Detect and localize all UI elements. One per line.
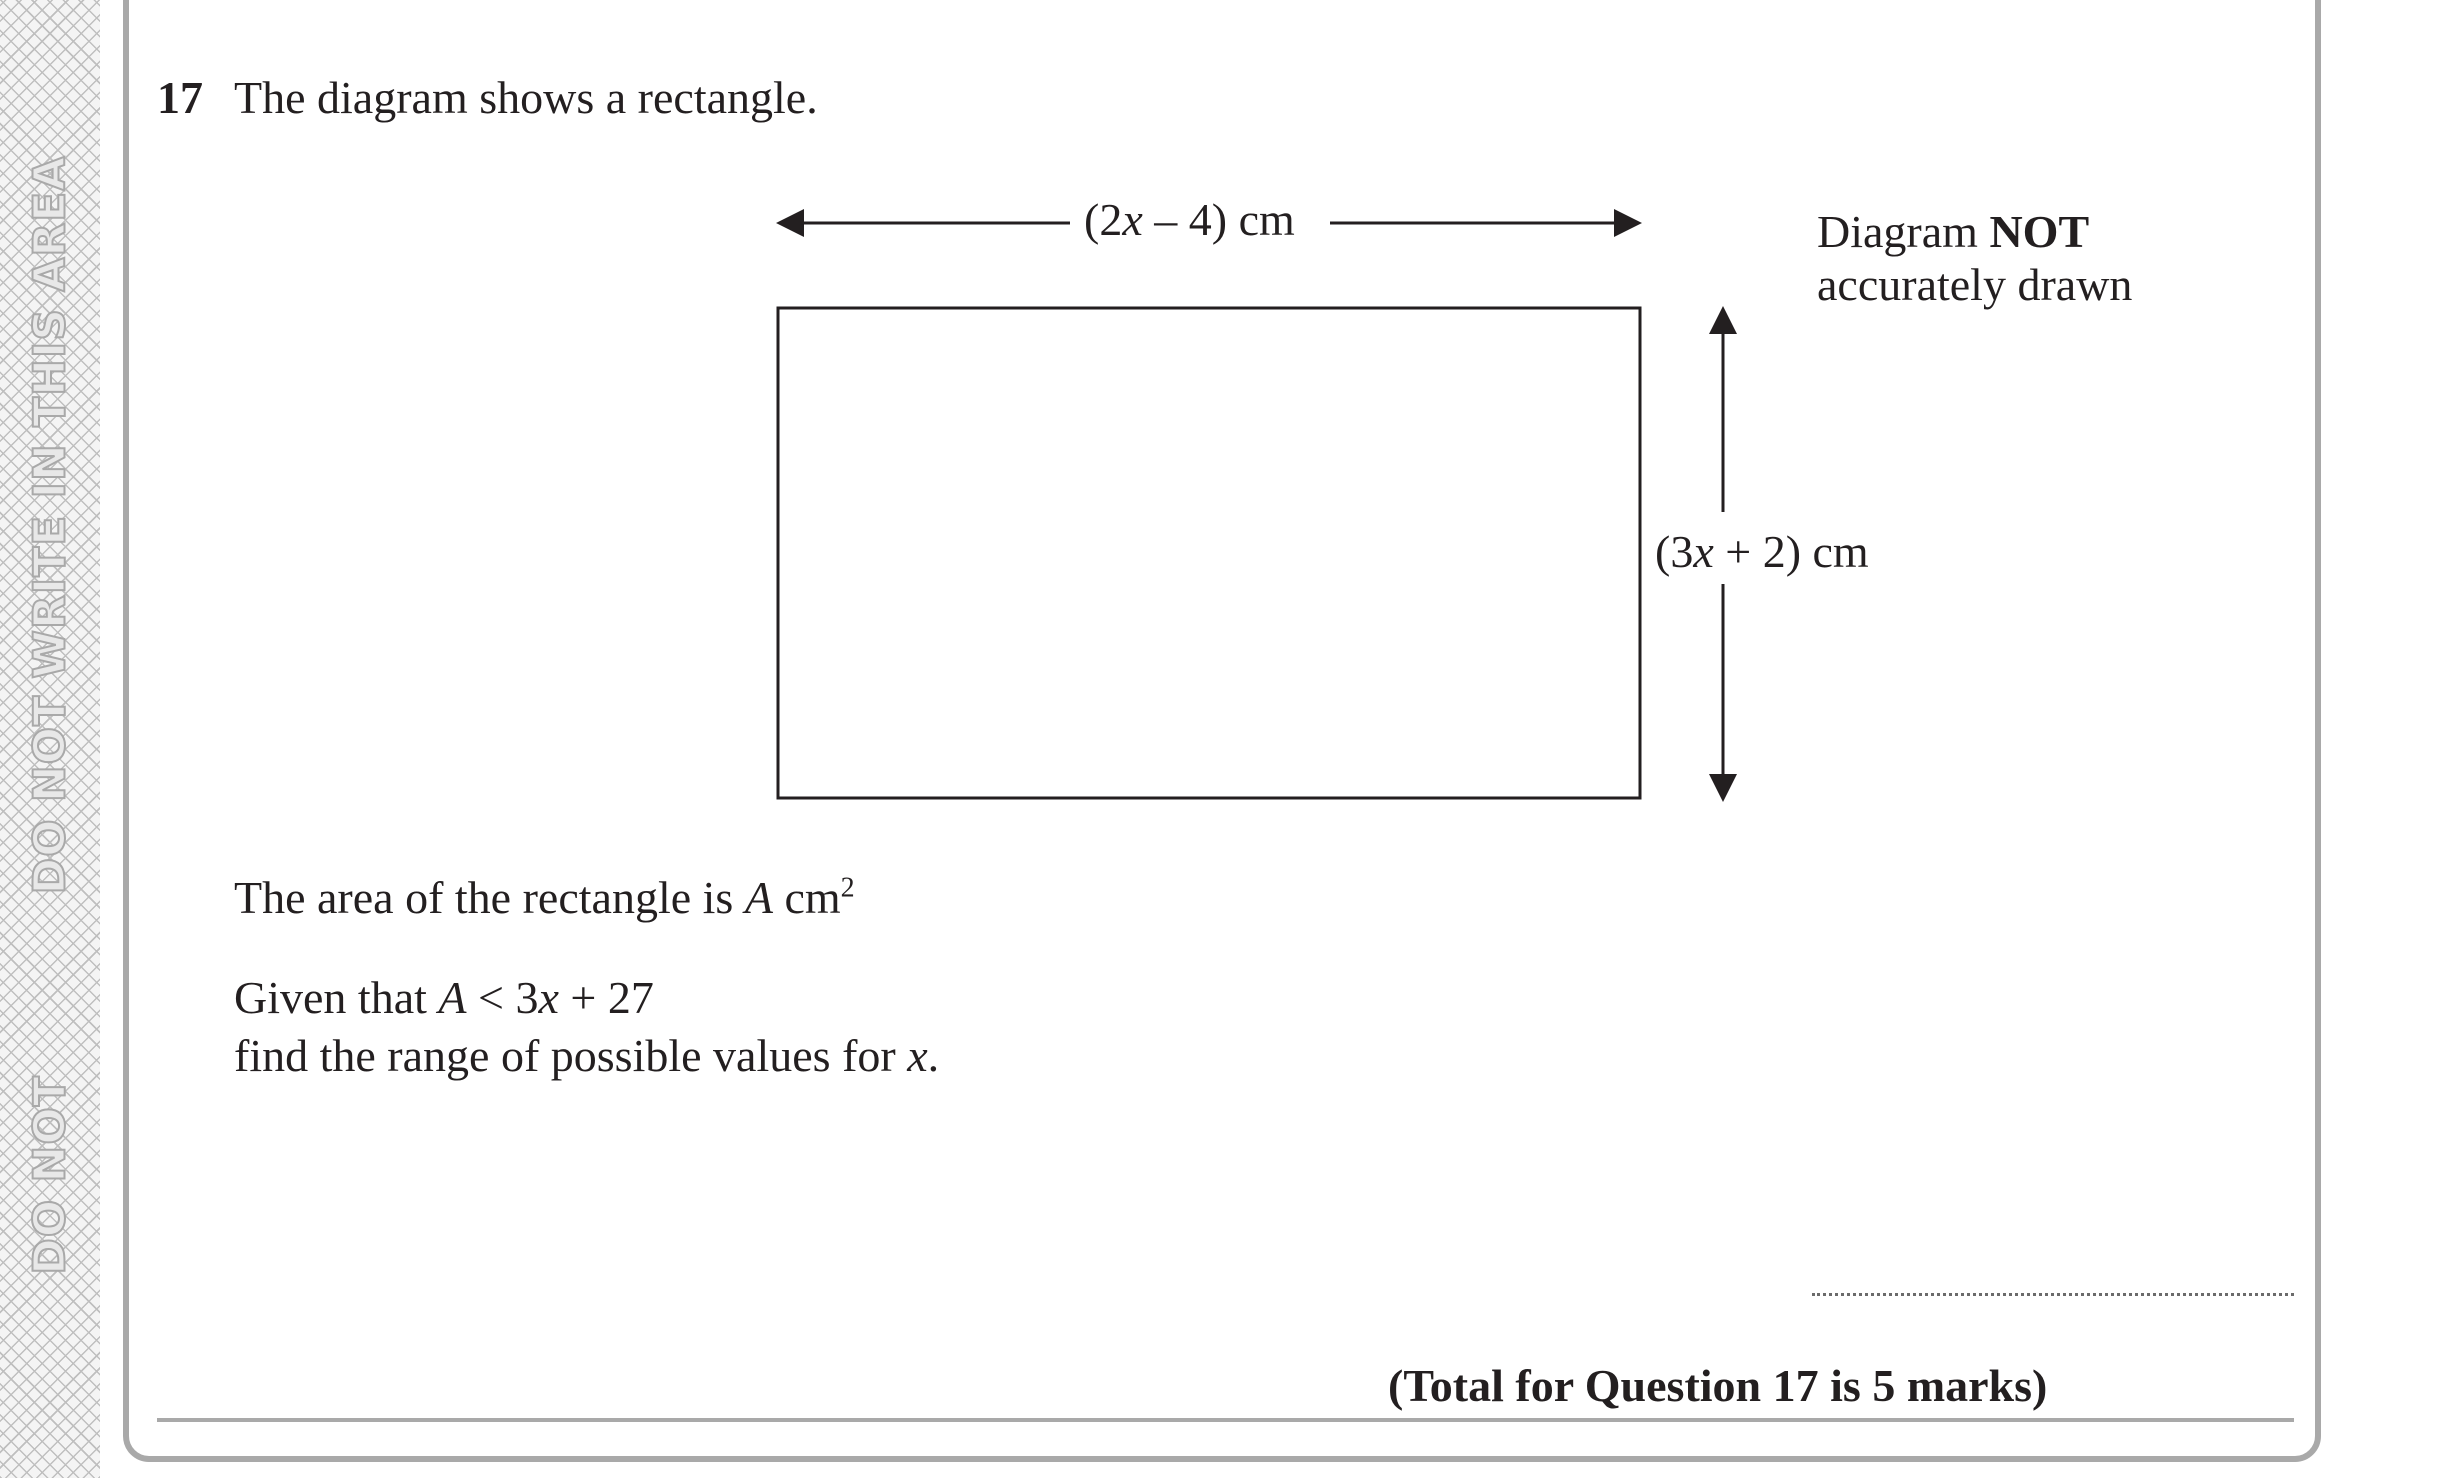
do-not-write-warning: DO NOT WRITE IN THIS AREA <box>24 155 76 895</box>
arrowhead-left-icon <box>776 209 804 237</box>
height-label: (3x + 2) cm <box>1655 526 1869 577</box>
rectangle-shape <box>778 308 1640 798</box>
bottom-rule <box>157 1418 2294 1422</box>
width-label: (2x – 4) cm <box>1084 194 1295 245</box>
area-statement: The area of the rectangle is A $cm^2$ <box>234 872 855 923</box>
question-number: 17 <box>157 72 203 123</box>
find-statement: find the range of possible values for x. <box>234 1030 940 1081</box>
arrowhead-right-icon <box>1614 209 1642 237</box>
answer-line[interactable] <box>1812 1293 2294 1296</box>
arrowhead-down-icon <box>1709 774 1737 802</box>
given-statement: Given that A < 3x + 27 <box>234 972 654 1023</box>
question-intro: The diagram shows a rectangle. <box>234 72 818 123</box>
diagram-note: Diagram NOT accurately drawn <box>1817 206 2133 310</box>
do-not-write-warning-partial: DO NOT <box>24 1075 76 1275</box>
total-marks: (Total for Question 17 is 5 marks) <box>1388 1360 2048 1411</box>
arrowhead-up-icon <box>1709 306 1737 334</box>
